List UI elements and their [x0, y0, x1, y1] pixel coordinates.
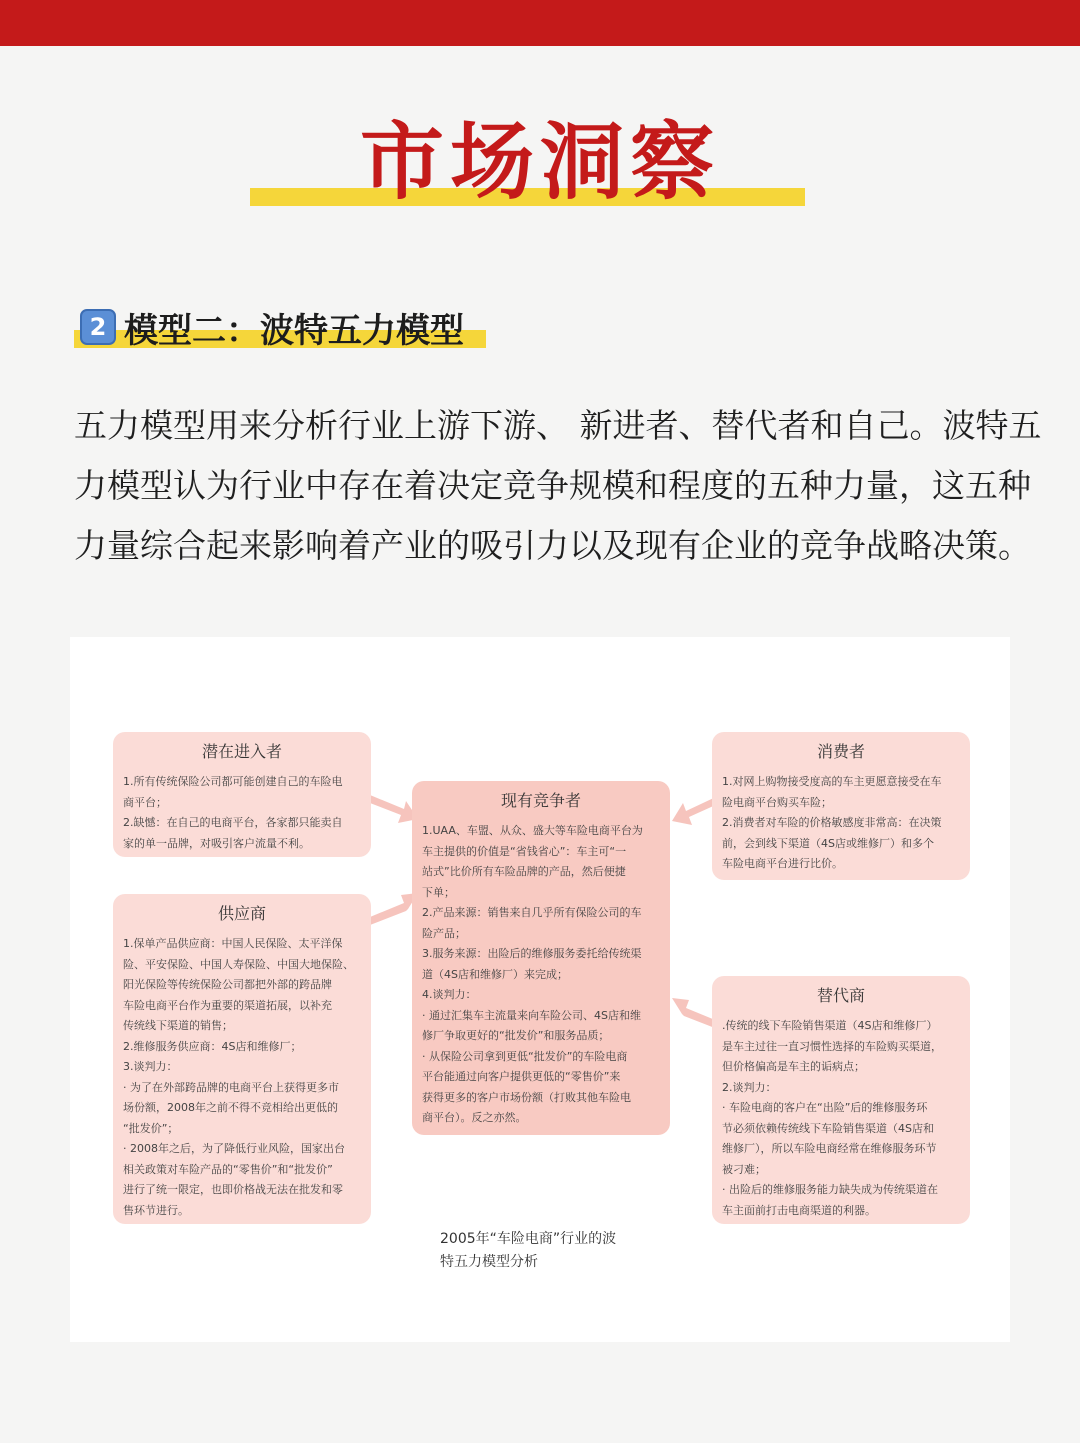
list-item: 维修厂），所以车险电商经常在维修服务环节	[722, 1142, 937, 1155]
list-item: 2.产品来源：销售来自几乎所有保险公司的车	[422, 906, 642, 919]
list-item: 2.维修服务供应商：4S店和维修厂；	[123, 1039, 302, 1053]
section-heading-text: 模型二：波特五力模型	[124, 310, 464, 351]
list-item: 获得更多的客户市场份额（打败其他车险电	[422, 1090, 631, 1104]
list-item: 1.保单产品供应商：中国人民保险、太平洋保	[123, 937, 343, 950]
list-item: 险电商平台购买车险；	[722, 795, 832, 809]
list-item: .传统的线下车险销售渠道（4S店和维修厂）	[722, 1019, 938, 1032]
list-item: 险产品；	[422, 926, 466, 940]
consumers-box	[712, 732, 970, 880]
list-item: 但价格偏高是车主的诟病点；	[722, 1060, 865, 1073]
list-item: 是车主过往一直习惯性选择的车险购买渠道，	[722, 1039, 942, 1053]
list-item: · 从保险公司拿到更低“批发价”的车险电商	[422, 1049, 628, 1063]
list-item: 4.谈判力：	[422, 988, 477, 1001]
list-item: 3.谈判力：	[123, 1060, 178, 1073]
list-item: 2.谈判力：	[722, 1080, 777, 1094]
caption-line: 2005年“车险电商”行业的波	[440, 1231, 617, 1247]
list-item: 商平台）。反之亦然。	[422, 1111, 527, 1124]
list-item: 进行了统一限定，也即价格战无法在批发和零	[123, 1183, 343, 1196]
list-item: 场份额，2008年之前不得不竞相给出更低的	[123, 1101, 338, 1114]
list-item: 家的单一品牌，对吸引客户流量不利。	[123, 836, 310, 850]
list-item: 车险电商平台作为重要的渠道拓展，以补充	[123, 998, 332, 1012]
list-item: 险、平安保险、中国人寿保险、中国大地保险、	[123, 957, 354, 971]
diagram-caption	[440, 1228, 655, 1274]
list-item: · 通过汇集车主流量来向车险公司、4S店和维	[422, 1008, 641, 1022]
list-item: 道（4S店和维修厂）来完成；	[422, 967, 568, 981]
list-item: 售环节进行。	[123, 1203, 189, 1217]
suppliers-title: 供应商	[217, 904, 266, 923]
intro-paragraph: 五力模型用来分析行业上游下游、 新进者、替代者和自己。波特五力模型认为行业中存在着决定竞争规模和程度的五种力量，这五种力量综合起来影响着产业的吸引力以及现有企业的竞争战略决策。	[74, 406, 1042, 565]
list-item: 阳光保险等传统保险公司都把外部的跨品牌	[123, 978, 332, 991]
list-item: · 车险电商的客户在“出险”后的维修服务环	[722, 1101, 928, 1114]
list-item: 2.消费者对车险的价格敏感度非常高：在决策	[722, 816, 942, 829]
substitutes-box	[712, 976, 970, 1224]
list-item: 商平台；	[123, 795, 167, 809]
list-item: 3.服务来源：出险后的维修服务委托给传统渠	[422, 947, 642, 960]
list-item: 相关政策对车险产品的“零售价”和“批发价”	[123, 1162, 333, 1176]
number-badge-icon: 2	[80, 309, 116, 345]
competitors-title: 现有竞争者	[500, 791, 581, 810]
list-item: 车主提供的价值是“省钱省心”：车主可“一	[422, 844, 627, 858]
list-item: 下单；	[422, 885, 455, 899]
list-item: · 为了在外部跨品牌的电商平台上获得更多市	[123, 1080, 339, 1094]
list-item: 1.所有传统保险公司都可能创建自己的车险电	[123, 775, 343, 788]
substitutes-title: 替代商	[816, 986, 865, 1005]
suppliers-box	[113, 894, 371, 1224]
list-item: 节必须依赖传统线下车险销售渠道（4S店和	[722, 1121, 934, 1135]
list-item: 平台能通过向客户提供更低的“零售价”来	[422, 1070, 621, 1083]
list-item: 1.UAA、车盟、从众、盛大等车险电商平台为	[422, 824, 643, 837]
list-item: 传统线下渠道的销售；	[123, 1019, 233, 1032]
list-item: 2.缺憾：在自己的电商平台，各家都只能卖自	[123, 816, 343, 829]
list-item: 修厂争取更好的“批发价”和服务品质；	[422, 1029, 610, 1042]
list-item: 站式”比价所有车险品牌的产品，然后便捷	[422, 865, 626, 878]
caption-line: 特五力模型分析	[440, 1254, 538, 1270]
section-heading	[80, 305, 464, 349]
list-item: “批发价”；	[123, 1121, 179, 1135]
top-banner	[0, 0, 1080, 46]
entrants-title: 潜在进入者	[201, 742, 282, 761]
list-item: · 出险后的维修服务能力缺失成为传统渠道在	[722, 1183, 938, 1196]
list-item: 车主面前打击电商渠道的利器。	[722, 1203, 876, 1217]
list-item: 被刁难；	[722, 1162, 766, 1176]
list-item: 车险电商平台进行比价。	[722, 857, 843, 870]
list-item: 前，会到线下渠道（4S店或维修厂）和多个	[722, 836, 934, 850]
entrants-box	[113, 732, 371, 857]
list-item: · 2008年之后，为了降低行业风险，国家出台	[123, 1142, 345, 1155]
page-title: 市场洞察	[359, 113, 720, 211]
consumers-title: 消费者	[816, 742, 865, 761]
list-item: 1.对网上购物接受度高的车主更愿意接受在车	[722, 775, 942, 788]
competitors-box	[412, 781, 670, 1135]
